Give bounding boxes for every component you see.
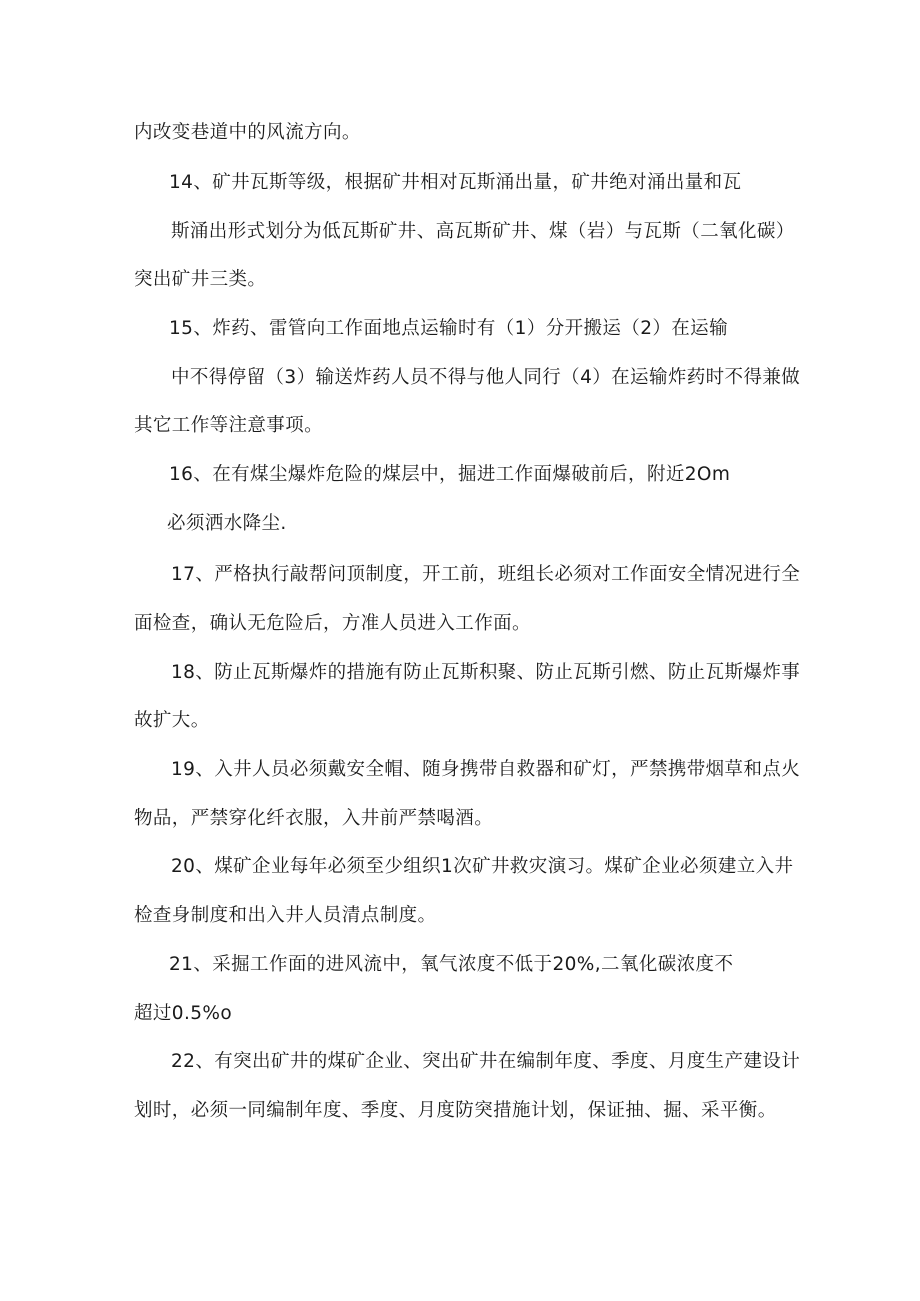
- text-line: 故扩大。: [134, 710, 210, 731]
- text-line: 超过0.5%o: [134, 1003, 233, 1024]
- text-line: 22、有突出矿井的煤矿企业、突出矿井在编制年度、季度、月度生产建设计: [171, 1051, 801, 1072]
- text-line: 划时，必须一同编制年度、季度、月度防突措施计划，保证抽、掘、采平衡。: [134, 1100, 777, 1121]
- text-line: 物品，严禁穿化纤衣服，入井前严禁喝酒。: [134, 808, 494, 829]
- text-line: 面检查，确认无危险后，方准人员进入工作面。: [134, 613, 531, 634]
- text-line: 18、防止瓦斯爆炸的措施有防止瓦斯积聚、防止瓦斯引燃、防止瓦斯爆炸事: [171, 662, 801, 683]
- text-line: 21、采掘工作面的进风流中，氧气浓度不低于20%,二氧化碳浓度不: [169, 954, 734, 975]
- text-line: 15、炸药、雷管向工作面地点运输时有（1）分开搬运（2）在运输: [169, 318, 728, 339]
- text-line: 中不得停留（3）输送炸药人员不得与他人同行（4）在运输炸药时不得兼做: [171, 367, 801, 388]
- text-line: 19、入井人员必须戴安全帽、随身携带自救器和矿灯，严禁携带烟草和点火: [171, 759, 801, 780]
- text-line: 斯涌出形式划分为低瓦斯矿井、高瓦斯矿井、煤（岩）与瓦斯（二氧化碳）: [171, 221, 795, 242]
- text-line: 内改变巷道中的风流方向。: [134, 122, 361, 143]
- text-line: 20、煤矿企业每年必须至少组织1次矿井救灾演习。煤矿企业必须建立入井: [171, 856, 794, 877]
- text-line: 检查身制度和出入井人员清点制度。: [134, 905, 437, 926]
- text-line: 14、矿井瓦斯等级，根据矿井相对瓦斯涌出量，矿井绝对涌出量和瓦: [169, 172, 742, 193]
- text-line: 17、严格执行敲帮问顶制度，开工前，班组长必须对工作面安全情况进行全: [171, 564, 801, 585]
- text-line: 16、在有煤尘爆炸危险的煤层中，掘进工作面爆破前后，附近2Om: [169, 464, 731, 485]
- text-line: 必须洒水降尘.: [167, 513, 287, 534]
- text-line: 其它工作等注意事项。: [134, 415, 324, 436]
- text-line: 突出矿井三类。: [134, 269, 267, 290]
